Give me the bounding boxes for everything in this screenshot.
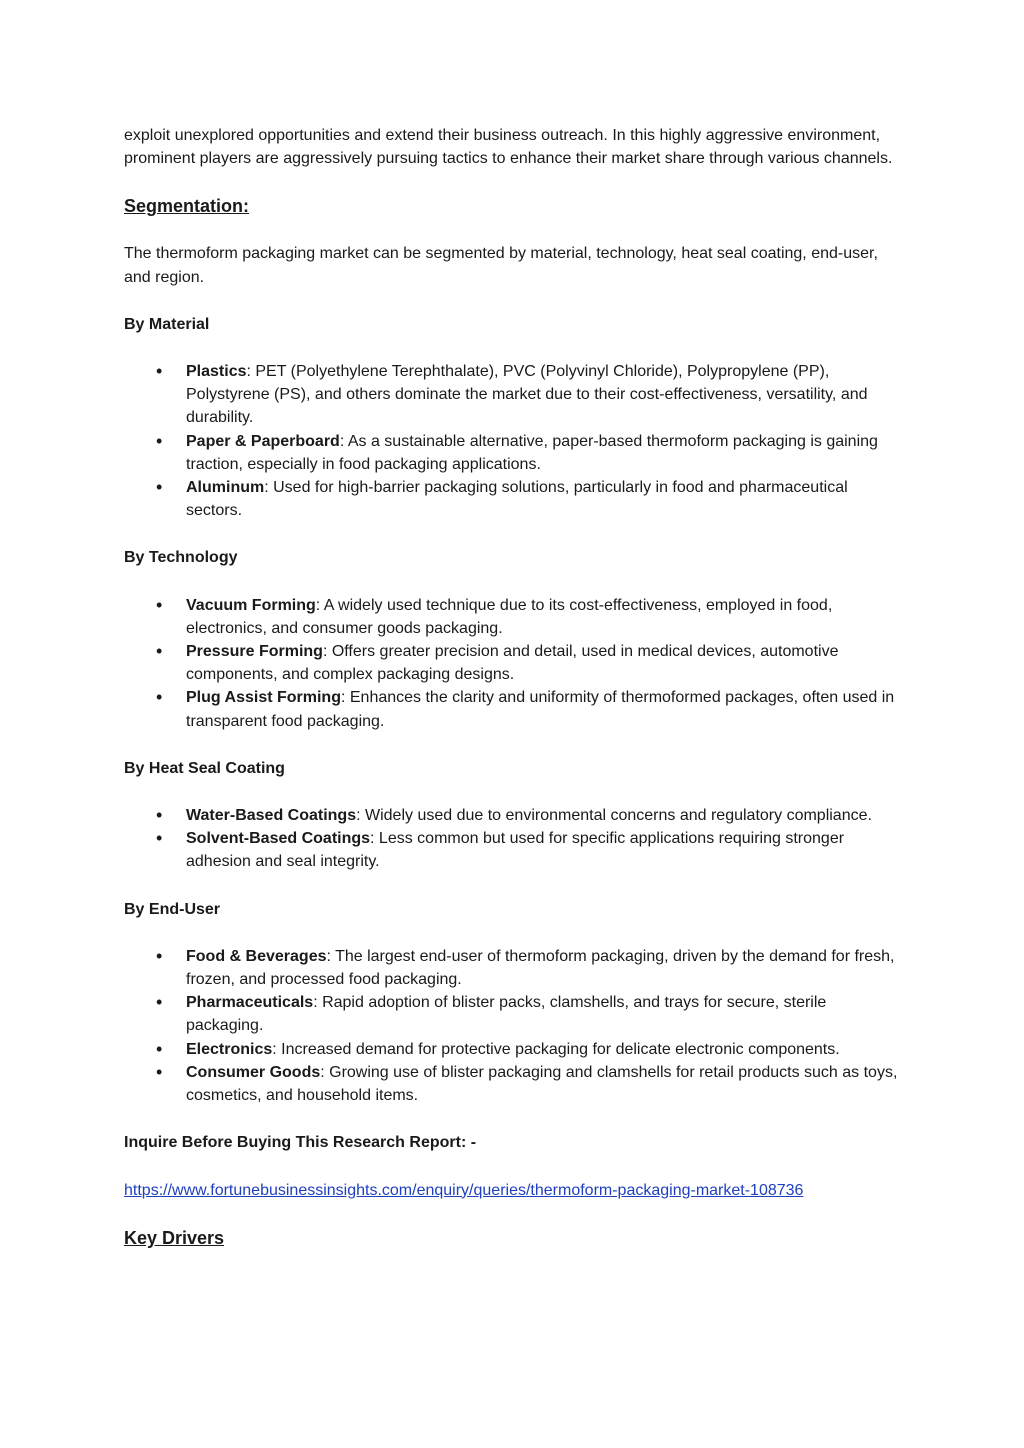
intro-paragraph: exploit unexplored opportunities and extend their business outreach. In this highly aggressive environment, prominent players are aggressively pursuing tactics to enhance their market share through various channels. [124, 127, 893, 168]
inquire-label: Inquire Before Buying This Research Report: - [124, 1134, 477, 1152]
item-term: Pharmaceuticals [186, 994, 314, 1012]
bullet-list [124, 360, 908, 522]
item-text: : PET (Polyethylene Terephthalate), PVC (Polyvinyl Chloride), Polypropylene (PP), Polystyrene (PS), and others dominate the market due to their cost-effectiveness, versatility, and durability. [186, 363, 868, 427]
item-text: : Enhances the clarity and uniformity of thermoformed packages, often used in transparent food packaging. [186, 689, 895, 730]
group-by-heat-seal-coating [124, 757, 908, 874]
item-text: : Offers greater precision and detail, used in medical devices, automotive components, and complex packaging designs. [186, 643, 839, 684]
item-text: : Rapid adoption of blister packs, clamshells, and trays for secure, sterile packaging. [186, 994, 827, 1035]
list-item [124, 1038, 908, 1061]
list-item [124, 360, 908, 430]
item-term: Aluminum [186, 479, 265, 497]
group-title: By Technology [124, 549, 238, 567]
item-text: : Increased demand for protective packaging for delicate electronic components. [272, 1040, 840, 1058]
item-text: : The largest end-user of thermoform packaging, driven by the demand for fresh, frozen, and processed food packaging. [186, 947, 895, 989]
segmentation-paragraph: The thermoform packaging market can be segmented by material, technology, heat seal coating, end-user, and region. [124, 245, 878, 286]
list-item [124, 430, 908, 476]
item-term: Vacuum Forming [186, 596, 316, 614]
group-title: By Material [124, 315, 210, 333]
item-term: Electronics [186, 1040, 273, 1058]
group-by-end-user [124, 898, 908, 1108]
item-term: Plug Assist Forming [186, 689, 341, 707]
list-item [124, 804, 908, 827]
item-term: Solvent-Based Coatings [186, 830, 371, 848]
bullet-list [124, 594, 908, 733]
list-item [124, 594, 908, 640]
key-drivers-heading: Key Drivers [124, 1227, 225, 1248]
document-content [124, 124, 908, 1265]
enquiry-link[interactable]: https://www.fortunebusinessinsights.com/enquiry/queries/thermoform-packaging-market-108736 [124, 1181, 804, 1199]
list-item [124, 827, 908, 873]
bullet-list [124, 804, 908, 874]
item-term: Food & Beverages [186, 947, 327, 965]
item-text: : A widely used technique due to its cost-effectiveness, employed in food, electronics, and consumer goods packaging. [186, 596, 833, 637]
list-item [124, 1061, 908, 1107]
item-text: : Growing use of blister packaging and clamshells for retail products such as toys, cosmetics, and household items. [186, 1063, 898, 1105]
list-item [124, 640, 908, 686]
list-item [124, 991, 908, 1037]
item-term: Water-Based Coatings [186, 807, 357, 825]
group-title: By End-User [124, 900, 221, 918]
group-by-technology [124, 546, 908, 732]
item-term: Plastics [186, 363, 247, 381]
item-text: : As a sustainable alternative, paper-based thermoform packaging is gaining traction, especially in food packaging applications. [186, 432, 878, 473]
item-text: : Less common but used for specific applications requiring stronger adhesion and seal integrity. [186, 830, 845, 871]
item-text: : Widely used due to environmental concerns and regulatory compliance. [356, 807, 872, 825]
bullet-list [124, 945, 908, 1107]
group-title: By Heat Seal Coating [124, 759, 285, 777]
list-item [124, 945, 908, 991]
item-term: Consumer Goods [186, 1063, 321, 1081]
item-term: Pressure Forming [186, 643, 323, 661]
list-item [124, 476, 908, 522]
segmentation-heading: Segmentation: [124, 196, 250, 217]
item-term: Paper & Paperboard [186, 432, 340, 450]
list-item [124, 686, 908, 732]
group-by-material [124, 313, 908, 523]
item-text: : Used for high-barrier packaging solutions, particularly in food and pharmaceutical sectors. [186, 479, 848, 520]
